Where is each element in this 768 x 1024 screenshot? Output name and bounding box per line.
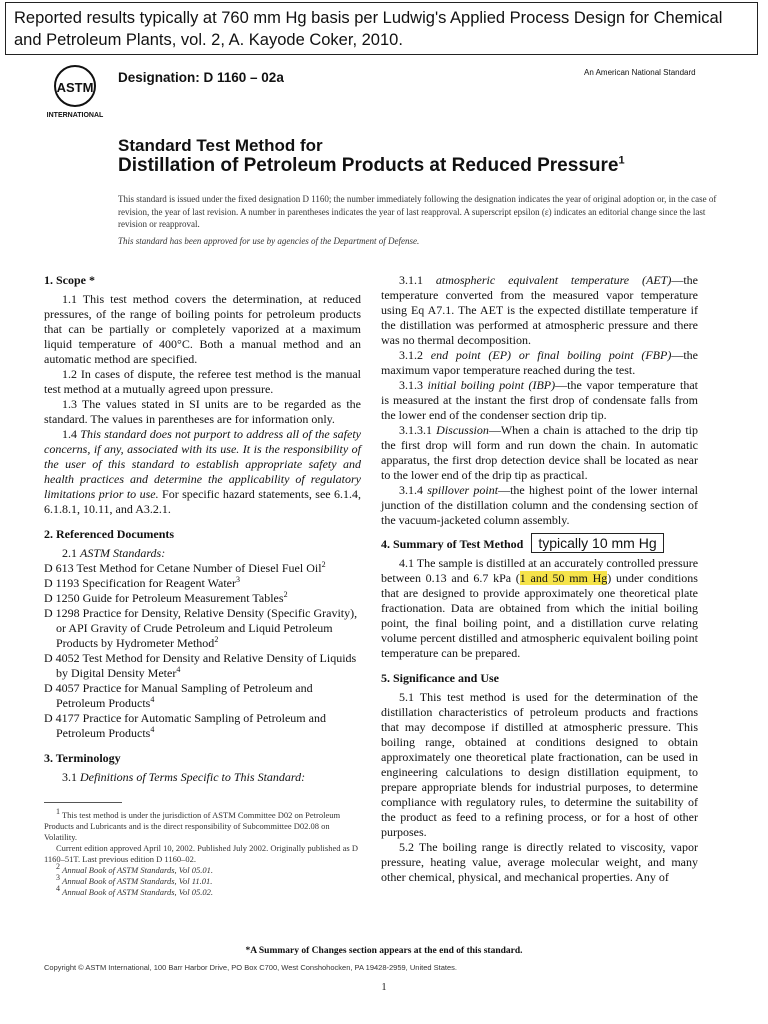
summary-of-changes-note: *A Summary of Changes section appears at the end of this standard. (245, 946, 523, 956)
para-3-1-4-num: 3.1.4 (399, 483, 423, 497)
footnote-text: Annual Book of ASTM Standards, Vol 05.02. (62, 887, 213, 897)
reference-item (44, 561, 361, 576)
logo-text: ASTM (56, 80, 94, 95)
para-4-1-pre: 4.1 The sample is distilled at an accurately controlled pressure between 0.13 and 6.7 kPa ( (381, 556, 699, 585)
left-column (44, 273, 361, 785)
para-1-3: 1.3 The values stated in SI units are to be regarded as the standard. The values in parentheses are for information only. (44, 397, 361, 426)
para-3-1-1 (381, 273, 698, 348)
astm-logo (40, 62, 110, 120)
reference-text: D 1250 Guide for Petroleum Measurement Tables (44, 591, 284, 605)
title-line-2: Distillation of Petroleum Products at Reduced Pressure (118, 155, 619, 176)
footnote-marker: 3 (56, 873, 60, 883)
summary-annotation-box: typically 10 mm Hg (531, 533, 663, 553)
para-2-1-num: 2.1 (62, 546, 77, 560)
section-heading-scope: 1. Scope * (44, 273, 95, 287)
logo-subtext: INTERNATIONAL (46, 112, 104, 119)
footnote (44, 884, 364, 898)
title-footnote-marker: 1 (618, 154, 625, 167)
para-3-1-3-num: 3.1.3 (399, 378, 423, 392)
footnote (44, 873, 364, 887)
term-discussion: Discussion (436, 423, 489, 437)
term-aet: atmospheric equivalent temperature (AET) (435, 273, 672, 287)
reference-item (44, 576, 361, 591)
referenced-documents-list (44, 561, 361, 741)
reference-footnote-marker: 4 (150, 725, 155, 734)
highlighted-pressure: 1 and 50 mm Hg (519, 571, 608, 585)
para-1-4-num: 1.4 (62, 427, 77, 441)
footnote-marker: 1 (56, 807, 60, 817)
para-3-1-3-body: —the vapor temperature that is measured at the instant the first drop of condensate falls from the lower end of the condenser section drip tip. (381, 378, 698, 422)
reference-text: D 1298 Practice for Density, Relative Density (Specific Gravity), or API Gravity of Crude Petroleum and Liquid Petroleum Products by Hydrometer Method (44, 606, 358, 650)
reference-footnote-marker: 4 (150, 695, 155, 704)
para-1-4-italic: This standard does not purport to address all of the safety concerns, if any, associated with its use. It is the responsibility of the user of this standard to establish appropriate safety and health practices and determine the applicability of regulatory limitations prior to use. (44, 427, 361, 501)
footnote-text: This test method is under the jurisdiction of ASTM Committee D02 on Petroleum Products and Lubricants and is the direct responsibility of Subcommittee D02.08 on Volatility. (44, 810, 341, 842)
para-3-1 (44, 770, 361, 785)
reference-footnote-marker: 4 (176, 665, 181, 674)
para-2-1-italic: ASTM Standards: (80, 546, 166, 560)
footnote (44, 807, 364, 843)
copyright: Copyright © ASTM International, 100 Barr Harbor Drive, PO Box C700, West Conshohocken, PA 19428-2959, United States. (44, 963, 457, 972)
para-3-1-3-1-num: 3.1.3.1 (399, 423, 432, 437)
section-heading-referenced-documents: 2. Referenced Documents (44, 527, 175, 541)
reference-item (44, 606, 361, 651)
para-3-1-2 (381, 348, 698, 378)
term-end-point: end point (EP) or final boiling point (FBP) (430, 348, 672, 362)
reference-footnote-marker: 2 (321, 560, 326, 569)
para-4-1-post: ) under conditions that are designed to provide approximately one theoretical plate fractionation. Data are obtained from which the initial boiling point, the final boiling point, and a distillation curve relating volume percent distilled and atmospheric equivalent boiling point temperature can be prepared. (381, 571, 698, 660)
right-column (381, 273, 698, 885)
reference-text: D 1193 Specification for Reagent Water (44, 576, 236, 590)
footnote-marker: 2 (56, 862, 60, 872)
footnote (44, 862, 364, 876)
para-3-1-1-body: —the temperature converted from the measured vapor temperature using Eq A7.1. The AET is the expected distillate temperature if the distillation was performed at atmospheric pressure and there was no thermal decomposition. (381, 273, 698, 347)
section-heading-summary (381, 536, 698, 552)
page-number: 1 (381, 982, 387, 993)
para-3-1-2-body: —the maximum vapor temperature reached during the test. (381, 348, 698, 377)
para-4-1 (381, 556, 698, 661)
para-3-1-2-num: 3.1.2 (399, 348, 423, 362)
para-3-1-3-1 (381, 423, 698, 483)
reference-item (44, 711, 361, 741)
term-ibp: initial boiling point (IBP) (427, 378, 556, 392)
title-line-1: Standard Test Method for (118, 136, 323, 155)
footnote-divider (44, 802, 122, 803)
reference-item (44, 591, 361, 606)
footnote-text: Current edition approved April 10, 2002. Published July 2002. Originally published as D 1160–51T. Last previous edition D 1160–02. (44, 843, 358, 864)
para-3-1-4-body: —the highest point of the lower internal junction of the distillation column and the condensing section of the vacuum-jacketed column assembly. (381, 483, 698, 527)
section-heading-significance: 5. Significance and Use (381, 671, 500, 685)
reference-footnote-marker: 2 (214, 635, 219, 644)
annotation-text: Reported results typically at 760 mm Hg basis per Ludwig's Applied Process Design for Chemical and Petroleum Plants, vol. 2, A. Kayode Coker, 2010. (14, 9, 723, 49)
reference-text: D 4052 Test Method for Density and Relative Density of Liquids by Digital Density Meter (44, 651, 357, 680)
para-3-1-3 (381, 378, 698, 423)
footnote-text: Annual Book of ASTM Standards, Vol 05.01. (62, 865, 213, 875)
para-5-1: 5.1 This test method is used for the determination of the distillation characteristics of petroleum products and fractions that may decompose if distilled at atmospheric pressure. This boiling range, obtained at conditions designed to obtain approximately one theoretical plate fractionation, can be used in engineering calculations to design distillation equipment, to prepare appropriate blends for industrial purposes, to determine compliance with regulatory rules, to determine the suitability of the product as feed to a refining process, or for a host of other purposes. (381, 690, 698, 839)
reference-footnote-marker: 2 (283, 590, 288, 599)
term-spillover-point: spillover point (427, 483, 499, 497)
para-1-4 (44, 427, 361, 517)
national-standard-label: An American National Standard (584, 68, 696, 77)
footnote (44, 843, 364, 865)
footnote-marker: 4 (56, 884, 60, 894)
reference-text: D 4177 Practice for Automatic Sampling of Petroleum and Petroleum Products (44, 711, 326, 740)
reference-item (44, 681, 361, 711)
para-3-1-italic: Definitions of Terms Specific to This Standard: (80, 770, 306, 784)
designation: Designation: D 1160 – 02a (118, 70, 284, 85)
annotation-box (5, 2, 758, 55)
para-1-1: 1.1 This test method covers the determination, at reduced pressures, of the range of boiling points for petroleum products that can be partially or completely vaporized at a maximum liquid temperature of 400°C. Both a manual method and an automatic method are specified. (44, 292, 361, 366)
reference-text: D 4057 Practice for Manual Sampling of Petroleum and Petroleum Products (44, 681, 313, 710)
reference-footnote-marker: 3 (235, 575, 240, 584)
para-1-2: 1.2 In cases of dispute, the referee test method is the manual test method at a mutually agreed upon pressure. (44, 367, 361, 396)
reference-text: D 613 Test Method for Cetane Number of Diesel Fuel Oil (44, 561, 322, 575)
para-3-1-3-1-body: —When a chain is attached to the drip tip the first drop will form and run down the chain. In automatic apparatus, the first drop detection device shall be located as near to the lower end of the drip tip as practical. (381, 423, 698, 482)
footnote-text: Annual Book of ASTM Standards, Vol 11.01. (62, 876, 213, 886)
para-3-1-1-num: 3.1.1 (399, 273, 423, 287)
section-heading-terminology: 3. Terminology (44, 751, 121, 765)
page-title (118, 155, 625, 177)
para-5-2: 5.2 The boiling range is directly related to viscosity, vapor pressure, heating value, average molecular weight, and many other chemical, physical, and mechanical properties. Any of (381, 840, 698, 884)
para-1-4-tail: For specific hazard statements, see 6.1.4, 6.1.8.1, 10.11, and A3.2.1. (44, 487, 362, 516)
reference-item (44, 651, 361, 681)
approved-statement: This standard has been approved for use by agencies of the Department of Defense. (118, 236, 420, 246)
para-3-1-num: 3.1 (62, 770, 77, 784)
summary-heading-text: 4. Summary of Test Method (381, 537, 524, 551)
para-3-1-4 (381, 483, 698, 528)
issued-statement: This standard is issued under the fixed designation D 1160; the number immediately following the designation indicates the year of original adoption or, in the case of revision, the year of last revision. A number in parentheses indicates the year of last reapproval. A superscript epsilon (ε) indicates an editorial change since the last revision or reapproval. (118, 194, 717, 229)
footnotes (44, 807, 364, 898)
para-2-1 (44, 546, 361, 561)
